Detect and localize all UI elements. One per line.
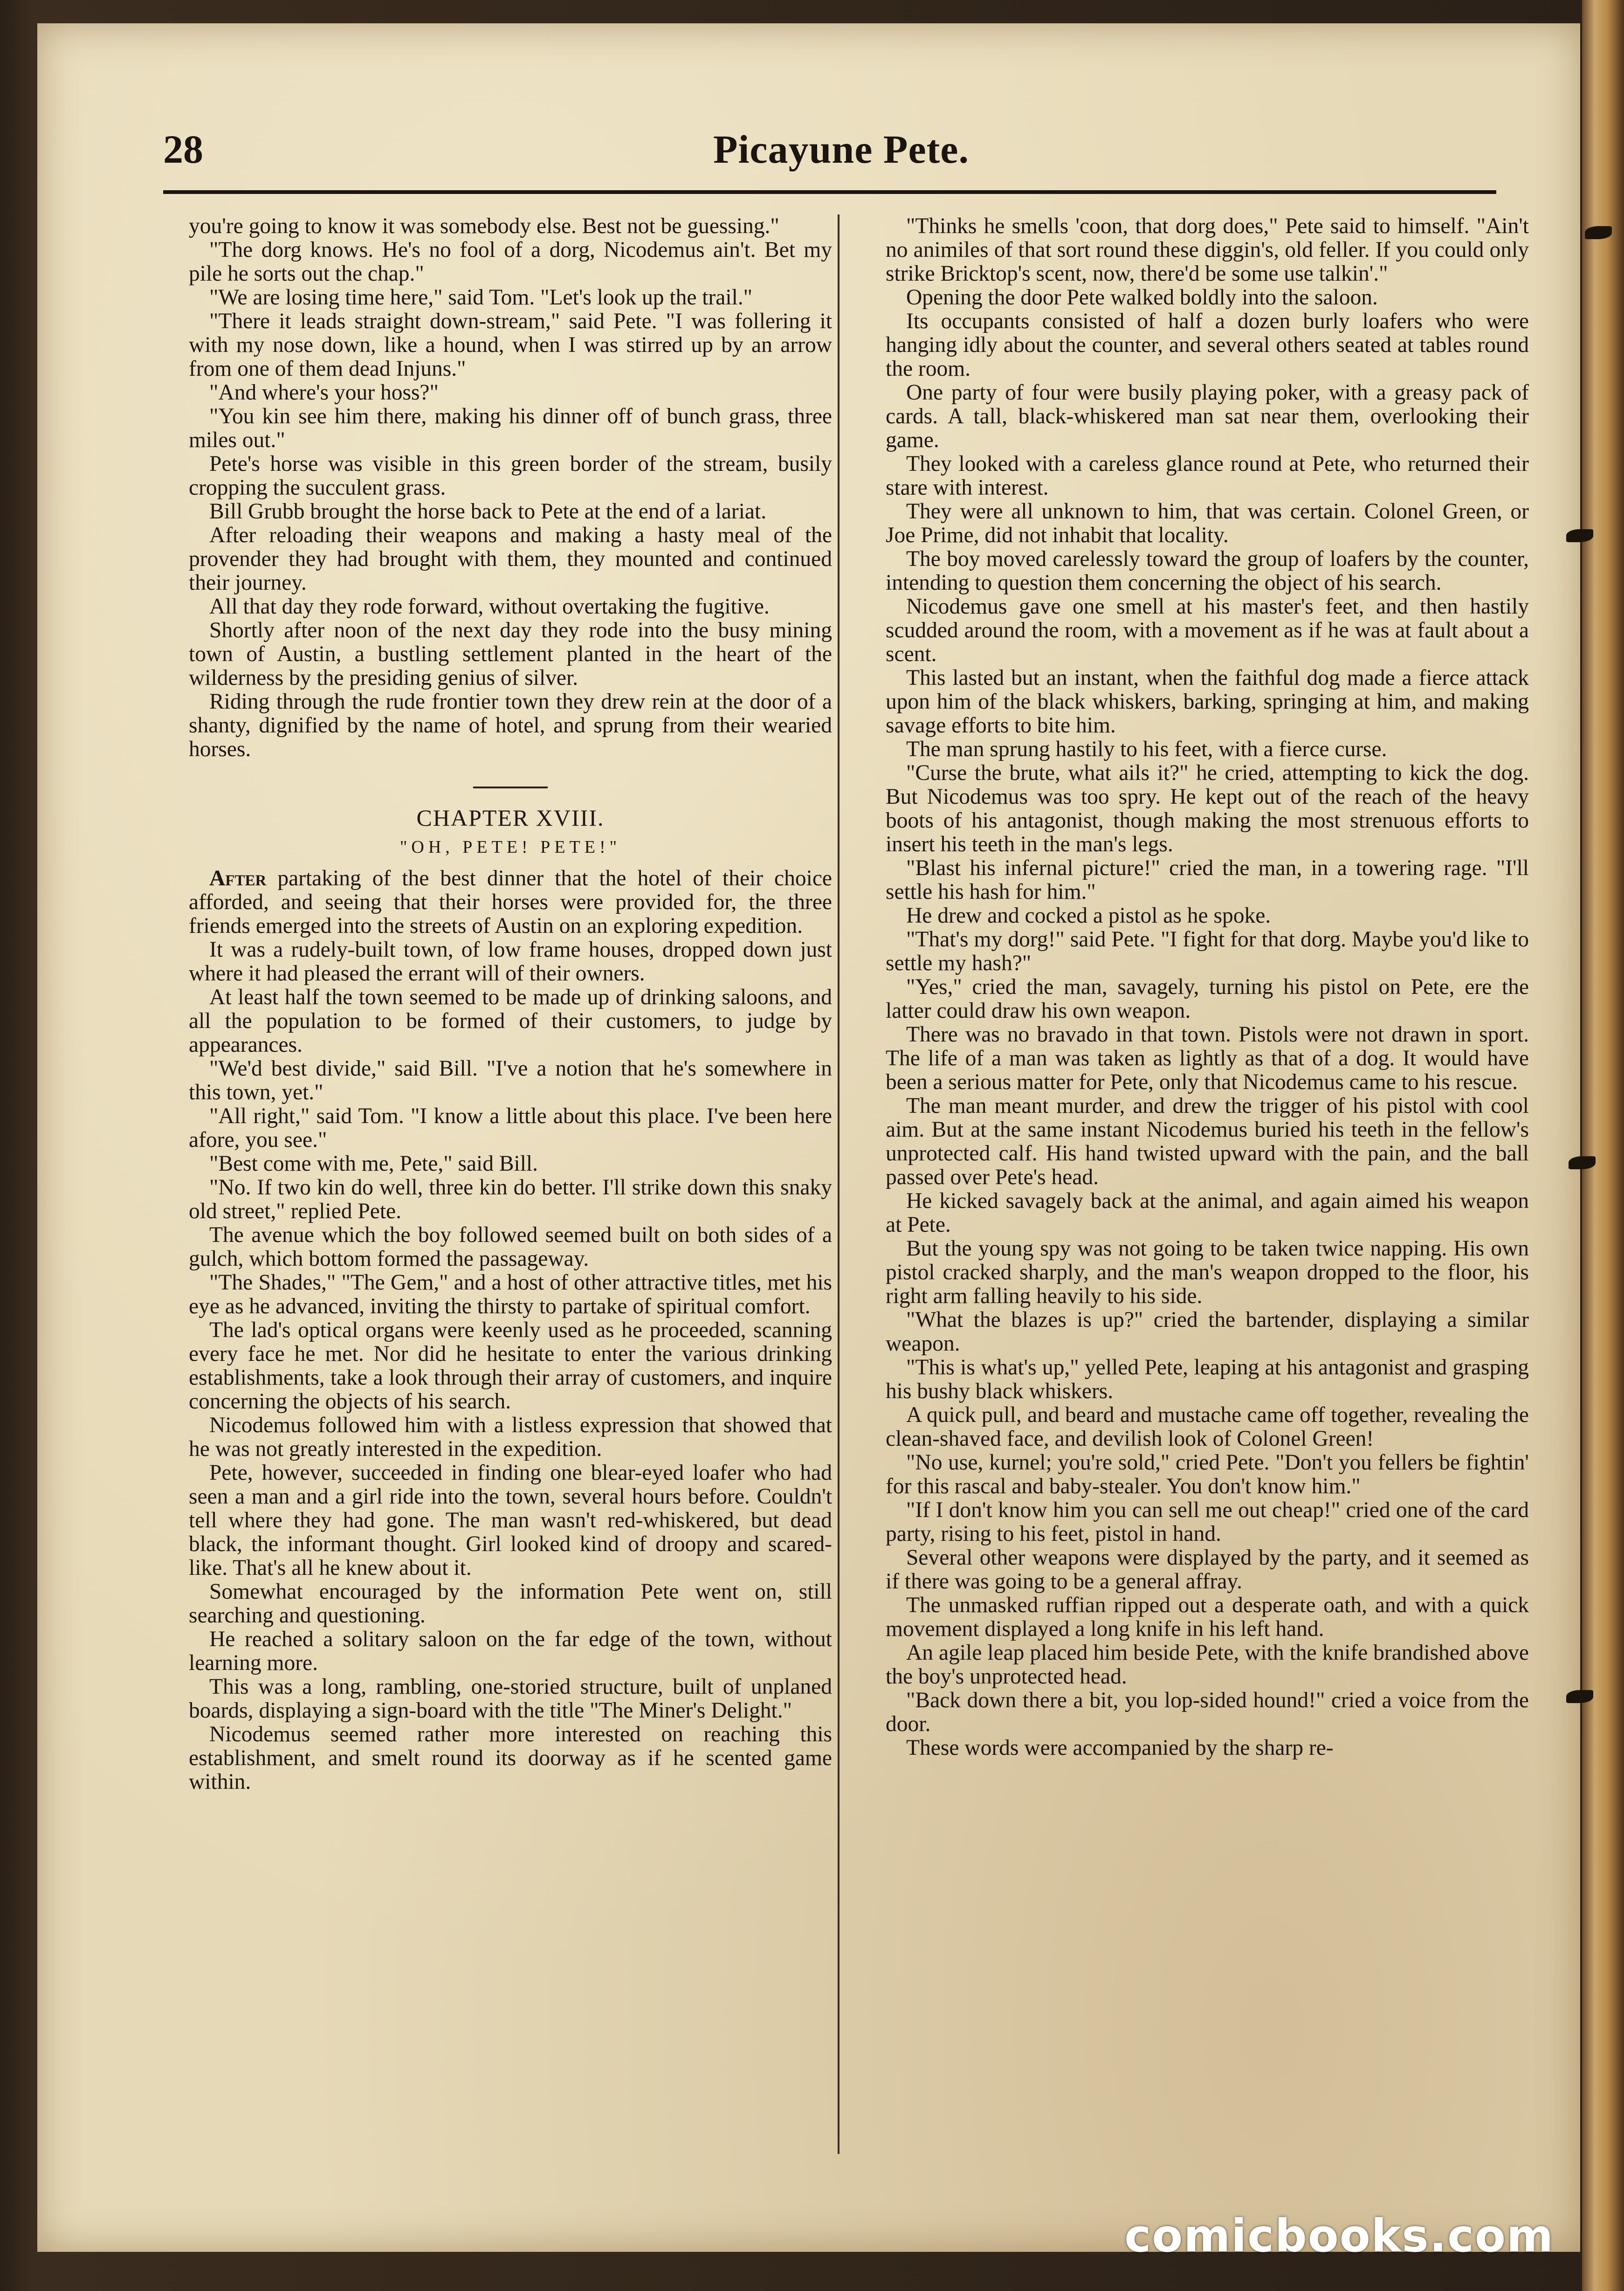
paragraph: They were all unknown to him, that was certain. Colonel Green, or Joe Prime, did not inhabit that locality.	[886, 499, 1529, 547]
paragraph: A quick pull, and beard and mustache came off together, revealing the clean-shaved face, and devilish look of Colonel Green!	[886, 1403, 1529, 1451]
paragraph: "There it leads straight down-stream," said Pete. "I was follering it with my nose down, like a hound, when I was stirred up by an arrow from one of them dead Injuns."	[189, 309, 832, 381]
chapter-lead-word: After	[209, 866, 267, 890]
chapter-title: CHAPTER XVIII.	[416, 805, 605, 831]
column-divider	[838, 214, 840, 2154]
paragraph: Nicodemus gave one smell at his master's feet, and then hastily scudded around the room, with a movement as if he was at fault about a scent.	[886, 594, 1529, 666]
paragraph: An agile leap placed him beside Pete, with the knife brandished above the boy's unprotected head.	[886, 1641, 1529, 1689]
paragraph: "Blast his infernal picture!" cried the man, in a towering rage. "I'll settle his hash for him."	[886, 856, 1529, 904]
paragraph: "No use, kurnel; you're sold," cried Pete. "Don't you fellers be fightin' for this rascal and baby-stealer. You don't know him."	[886, 1450, 1529, 1498]
paragraph: The avenue which the boy followed seemed built on both sides of a gulch, which bottom formed the passageway.	[189, 1223, 832, 1271]
paragraph: Riding through the rude frontier town they drew rein at the door of a shanty, dignified by the name of hotel, and sprung from their wearied horses.	[189, 690, 832, 761]
paragraph: "The Shades," "The Gem," and a host of other attractive titles, met his eye as he advanced, inviting the thirsty to partake of spiritual comfort.	[189, 1270, 832, 1318]
paragraph: "You kin see him there, making his dinner off of bunch grass, three miles out."	[189, 404, 832, 452]
page-number: 28	[163, 127, 203, 172]
paragraph: Somewhat encouraged by the information Pete went on, still searching and questioning.	[189, 1580, 832, 1628]
binding-stitch-mark	[1569, 1156, 1596, 1169]
right-column	[886, 214, 1529, 2168]
chapter-opening-text: partaking of the best dinner that the hotel of their choice afforded, and seeing that their horses were provided for, the three friends emerged into the streets of Austin on an exploring expedition.	[189, 866, 832, 938]
paragraph: "Thinks he smells 'coon, that dorg does," Pete said to himself. "Ain't no animiles of that sort round these diggin's, old feller. If you could only strike Bricktop's scent, now, there'd be some use talkin'."	[886, 214, 1529, 286]
paragraph: He drew and cocked a pistol as he spoke.	[906, 904, 1271, 928]
paragraph: It was a rudely-built town, of low frame houses, dropped down just where it had pleased the errant will of their owners.	[189, 938, 832, 986]
chapter-divider	[473, 787, 548, 788]
paragraph: This lasted but an instant, when the faithful dog made a fierce attack upon him of the black whiskers, barking, springing at him, and making savage efforts to bite him.	[886, 666, 1529, 738]
paragraph: The man sprung hastily to his feet, with a fierce curse.	[906, 737, 1387, 761]
binding-stitch-mark	[1585, 226, 1612, 239]
paragraph: Bill Grubb brought the horse back to Pete at the end of a lariat.	[209, 499, 767, 524]
paragraph: The lad's optical organs were keenly used as he proceeded, scanning every face he met. Nor did he hesitate to enter the various drinking establishments, take a look through their array of customers, and inquire concerning the objects of his search.	[189, 1318, 832, 1414]
paragraph: "Back down there a bit, you lop-sided hound!" cried a voice from the door.	[886, 1688, 1529, 1736]
paragraph: "We are losing time here," said Tom. "Let's look up the trail."	[209, 285, 753, 310]
paragraph: Nicodemus seemed rather more interested on reaching this establishment, and smelt round its doorway as if he scented game within.	[189, 1722, 832, 1794]
paragraph: The man meant murder, and drew the trigger of his pistol with cool aim. But at the same instant Nicodemus buried his teeth in the fellow's unprotected calf. His hand twisted upward with the pain, and the ball passed over Pete's head.	[886, 1094, 1529, 1189]
paragraph: Shortly after noon of the next day they rode into the busy mining town of Austin, a bustling settlement planted in the heart of the wilderness by the presiding genius of silver.	[189, 618, 832, 690]
paragraph: Pete's horse was visible in this green border of the stream, busily cropping the succulent grass.	[189, 452, 832, 500]
paragraph: This was a long, rambling, one-storied structure, built of unplaned boards, displaying a sign-board with the title "The Miner's Delight."	[189, 1675, 832, 1723]
paragraph: All that day they rode forward, without overtaking the fugitive.	[209, 594, 770, 619]
binding-stitch-mark	[1566, 1690, 1593, 1703]
header-rule	[163, 190, 1496, 194]
paragraph: "Curse the brute, what ails it?" he cried, attempting to kick the dog. But Nicodemus was too spry. He kept out of the reach of the heavy boots of his antagonist, though making the most strenuous efforts to insert his teeth in the man's legs.	[886, 761, 1529, 856]
paragraph: The unmasked ruffian ripped out a desperate oath, and with a quick movement displayed a long knife in his left hand.	[886, 1593, 1529, 1641]
paragraph: At least half the town seemed to be made up of drinking saloons, and all the population to be formed of their customers, to judge by appearances.	[189, 985, 832, 1057]
left-column-text-before-chapter	[189, 214, 832, 761]
paragraph: After reloading their weapons and making a hasty meal of the provender they had brought with them, they mounted and continued their journey.	[189, 523, 832, 595]
page-binding-edge	[1582, 0, 1624, 2291]
paragraph: One party of four were busily playing poker, with a greasy pack of cards. A tall, black-whiskered man sat near them, overlooking their game.	[886, 380, 1529, 452]
paragraph: "That's my dorg!" said Pete. "I fight for that dorg. Maybe you'd like to settle my hash?"	[886, 927, 1529, 975]
paragraph: They looked with a careless glance round at Pete, who returned their stare with interest.	[886, 452, 1529, 500]
paragraph: Nicodemus followed him with a listless expression that showed that he was not greatly interested in the expedition.	[189, 1413, 832, 1461]
paragraph: Several other weapons were displayed by the party, and it seemed as if there was going to be a general affray.	[886, 1546, 1529, 1594]
chapter-subtitle: "OH, PETE! PETE!"	[399, 837, 621, 857]
paragraph: "The dorg knows. He's no fool of a dorg, Nicodemus ain't. Bet my pile he sorts out the chap."	[189, 238, 832, 286]
left-column-text-after-chapter	[189, 938, 832, 1794]
paragraph: Pete, however, succeeded in finding one blear-eyed loafer who had seen a man and a girl ride into the town, several hours before. Couldn't tell where they had gone. The man wasn't red-whiskered, but dead black, the informant thought. Girl looked kind of droopy and scared-like. That's all he knew about it.	[189, 1461, 832, 1580]
paragraph: "And where's your hoss?"	[209, 380, 439, 405]
paragraph: He kicked savagely back at the animal, and again aimed his weapon at Pete.	[886, 1189, 1529, 1237]
left-column	[189, 214, 832, 2168]
paragraph: These words were accompanied by the sharp re-	[906, 1736, 1334, 1760]
paragraph: "We'd best divide," said Bill. "I've a notion that he's somewhere in this town, yet."	[189, 1056, 832, 1104]
chapter-opening-paragraph	[189, 867, 832, 938]
site-watermark: comicbooks.com	[1124, 2210, 1554, 2262]
paragraph: "Best come with me, Pete," said Bill.	[209, 1152, 538, 1176]
paragraph: But the young spy was not going to be taken twice napping. His own pistol cracked sharply, and the man's weapon dropped to the floor, his right arm falling heavily to his side.	[886, 1236, 1529, 1308]
paragraph: "Yes," cried the man, savagely, turning his pistol on Pete, ere the latter could draw his own weapon.	[886, 975, 1529, 1023]
paragraph: Its occupants consisted of half a dozen burly loafers who were hanging idly about the counter, and several others seated at tables round the room.	[886, 309, 1529, 381]
paragraph: "All right," said Tom. "I know a little about this place. I've been here afore, you see."	[189, 1104, 832, 1152]
paragraph: "What the blazes is up?" cried the bartender, displaying a similar weapon.	[886, 1308, 1529, 1356]
paragraph: Opening the door Pete walked boldly into the saloon.	[906, 285, 1378, 310]
paragraph: He reached a solitary saloon on the far edge of the town, without learning more.	[189, 1627, 832, 1675]
paragraph: "No. If two kin do well, three kin do better. I'll strike down this snaky old street," replied Pete.	[189, 1175, 832, 1223]
paragraph: "This is what's up," yelled Pete, leaping at his antagonist and grasping his bushy black whiskers.	[886, 1355, 1529, 1403]
right-column-text	[886, 214, 1529, 1760]
running-title: Picayune Pete.	[713, 127, 969, 172]
paragraph: The boy moved carelessly toward the group of loafers by the counter, intending to question them concerning the object of his search.	[886, 547, 1529, 595]
paragraph: "If I don't know him you can sell me out cheap!" cried one of the card party, rising to his feet, pistol in hand.	[886, 1498, 1529, 1546]
binding-stitch-mark	[1566, 529, 1593, 542]
paragraph: you're going to know it was somebody else. Best not be guessing."	[189, 214, 779, 238]
paragraph: There was no bravado in that town. Pistols were not drawn in sport. The life of a man was taken as lightly as that of a dog. It would have been a serious matter for Pete, only that Nicodemus came to his rescue.	[886, 1022, 1529, 1094]
